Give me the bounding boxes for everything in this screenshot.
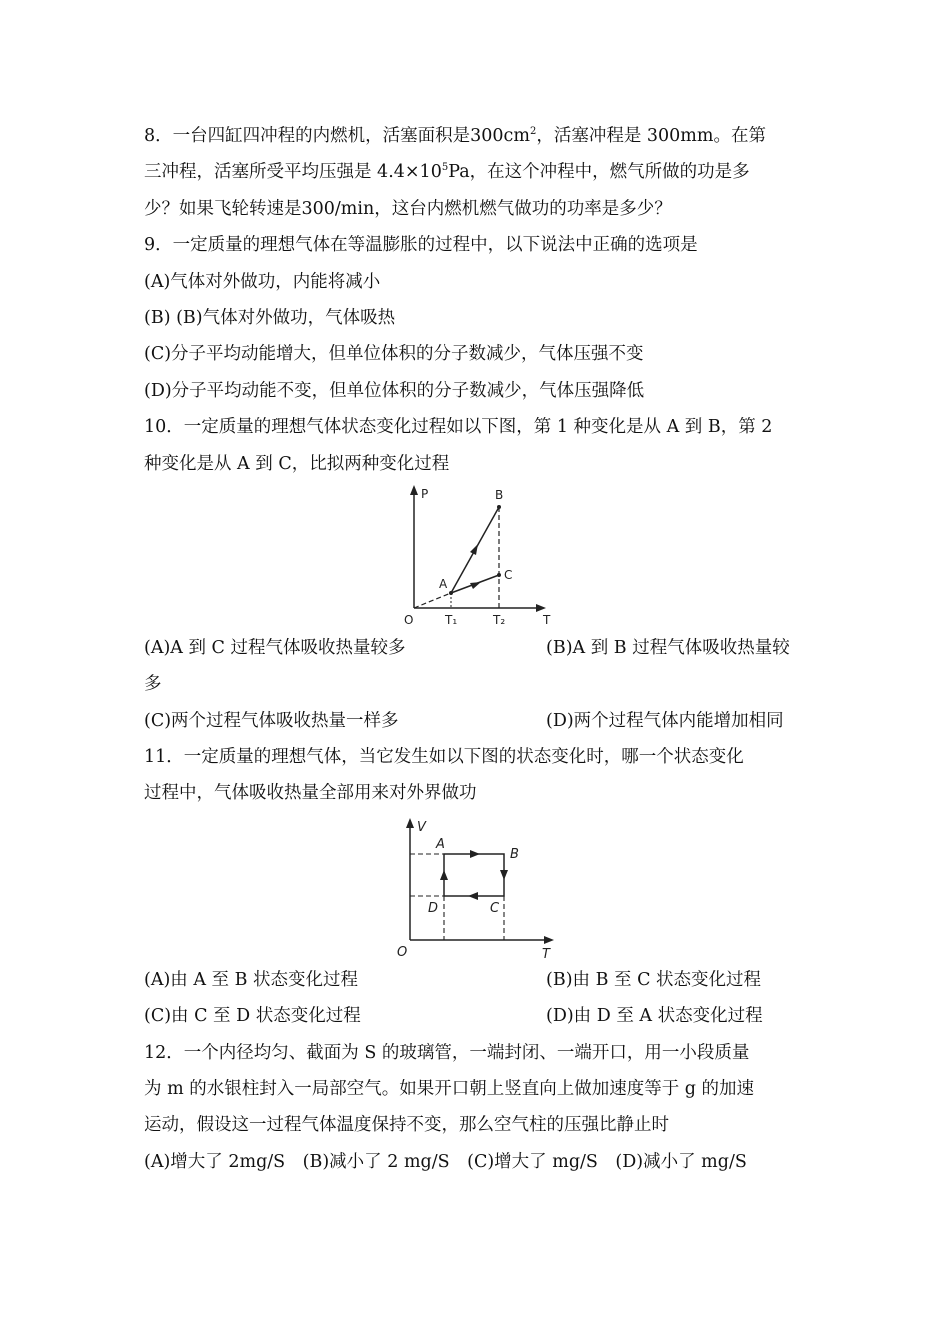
a-label-2: A bbox=[436, 836, 445, 852]
a-label: A bbox=[439, 576, 448, 591]
q9-option-d: (D)分子平均动能不变，但单位体积的分子数减少，气体压强降低 bbox=[144, 380, 645, 401]
arrow-a-b-2 bbox=[470, 850, 480, 858]
q9-option-c: (C)分子平均动能增大，但单位体积的分子数减少，气体压强不变 bbox=[144, 344, 644, 365]
q8-area: 300cm bbox=[470, 126, 530, 146]
q11-option-d: (D)由 D 至 A 状态变化过程 bbox=[546, 1006, 763, 1027]
q10-options-row-1 bbox=[144, 630, 824, 666]
q10-option-b-wrap: 多 bbox=[144, 674, 162, 695]
q8-line-1 bbox=[144, 118, 824, 154]
v-label: V bbox=[417, 819, 426, 835]
q11-options-row-2 bbox=[144, 998, 824, 1034]
c-label-2: C bbox=[490, 900, 500, 916]
arrow-b-c bbox=[500, 870, 508, 880]
q11-stem-1: 11．一定质量的理想气体，当它发生如以下图的状态变化时，哪一个状态变化 bbox=[144, 747, 744, 768]
v-axis-arrow bbox=[406, 818, 414, 828]
point-b bbox=[497, 505, 501, 509]
p-axis-arrow bbox=[410, 485, 418, 495]
exam-page bbox=[144, 118, 824, 1180]
origin-label: O bbox=[404, 612, 414, 627]
q12-line-1: 12．一个内径均匀、截面为 S 的玻璃管，一端封闭、一端开口，用一小段质量 bbox=[144, 1042, 750, 1063]
p-label: P bbox=[421, 486, 429, 501]
q8-text-a: 8．一台四缸四冲程的内燃机，活塞面积是 bbox=[144, 126, 471, 146]
q10-stem-1: 10．一定质量的理想气体状态变化过程如以下图，第 1 种变化是从 A 到 B，第 2 bbox=[144, 417, 773, 438]
arrow-d-a bbox=[440, 870, 448, 880]
c-label: C bbox=[504, 567, 513, 582]
b-label-2: B bbox=[510, 846, 519, 862]
q10-stem-2: 种变化是从 A 到 C，比拟两种变化过程 bbox=[144, 453, 450, 474]
q11-option-b: (B)由 B 至 C 状态变化过程 bbox=[546, 969, 762, 990]
d-label-2: D bbox=[428, 900, 439, 916]
q10-option-c: (C)两个过程气体吸收热量一样多 bbox=[144, 710, 399, 731]
b-label: B bbox=[495, 487, 504, 502]
t-axis-2-arrow bbox=[544, 936, 554, 944]
q8-line-2 bbox=[144, 154, 824, 190]
q9-option-a: (A)气体对外做功，内能将减小 bbox=[144, 271, 381, 292]
point-a bbox=[449, 591, 453, 595]
t-label: T bbox=[543, 612, 551, 627]
q12-line-3: 运动，假设这一过程气体温度保持不变，那么空气柱的压强比静止时 bbox=[144, 1115, 669, 1136]
arrow-a-b bbox=[470, 544, 478, 555]
q8-pressure: 三冲程，活塞所受平均压强是 4.4×10 bbox=[144, 162, 442, 183]
arrow-c-d bbox=[468, 892, 478, 900]
q8-line-3: 少？如果飞轮转速是300/min，这台内燃机燃气做功的功率是多少？ bbox=[144, 198, 672, 219]
origin-label-2: O bbox=[397, 944, 408, 960]
q11-option-a: (A)由 A 至 B 状态变化过程 bbox=[144, 969, 359, 990]
pt-graph bbox=[399, 482, 559, 630]
point-c bbox=[497, 573, 501, 577]
q12-line-2: 为 m 的水银柱封入一局部空气。如果开口朝上竖直向上做加速度等于 g 的加速 bbox=[144, 1079, 755, 1100]
origin-to-a-dashed bbox=[414, 593, 451, 608]
q8-text-b: ，活塞冲程是 300mm。在第 bbox=[536, 126, 766, 146]
q12-options: (A)增大了 2mg/S (B)减小了 2 mg/S (C)增大了 mg/S (D)减小了 mg/S bbox=[144, 1151, 747, 1172]
q10-option-b: (B)A 到 B 过程气体吸收热量较 bbox=[546, 637, 790, 658]
cycle-rect bbox=[444, 854, 504, 896]
q11-figure bbox=[144, 812, 824, 962]
q11-option-c: (C)由 C 至 D 状态变化过程 bbox=[144, 1006, 361, 1027]
t2-label: T₂ bbox=[493, 612, 506, 627]
q10-figure bbox=[144, 482, 824, 630]
q8-text-c: Pa，在这个冲程中，燃气所做的功是多 bbox=[448, 162, 750, 183]
q8-area-exp: 2 bbox=[529, 126, 537, 137]
q11-options-row-1 bbox=[144, 962, 824, 998]
q10-option-a: (A)A 到 C 过程气体吸收热量较多 bbox=[144, 637, 406, 658]
vt-graph bbox=[392, 812, 562, 962]
q10-options-row-2 bbox=[144, 703, 824, 739]
q10-option-d: (D)两个过程气体内能增加相同 bbox=[546, 710, 784, 731]
q8-pressure-exp: 5 bbox=[441, 162, 449, 174]
arrow-a-c bbox=[470, 582, 481, 589]
q11-stem-2: 过程中，气体吸收热量全部用来对外界做功 bbox=[144, 783, 477, 804]
t-axis-arrow bbox=[536, 604, 546, 612]
q9-stem: 9．一定质量的理想气体在等温膨胀的过程中，以下说法中正确的选项是 bbox=[144, 235, 698, 256]
q9-option-b: (B) (B)气体对外做功，气体吸热 bbox=[144, 307, 396, 328]
t1-label: T₁ bbox=[445, 612, 458, 627]
t-label-2: T bbox=[542, 946, 550, 962]
